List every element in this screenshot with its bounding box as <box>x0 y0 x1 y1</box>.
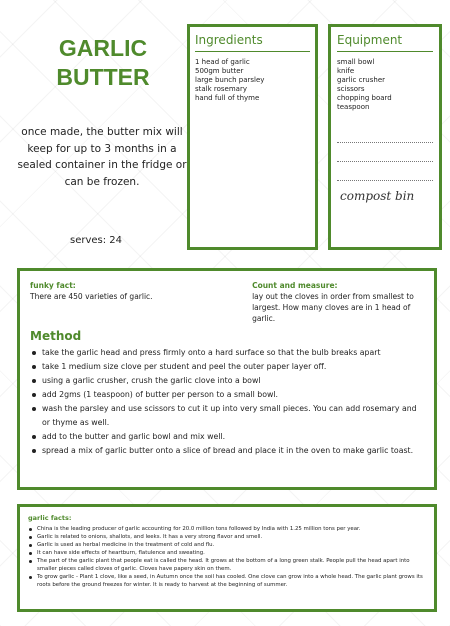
equipment-item: knife <box>337 67 355 75</box>
equipment-item: small bowl <box>337 58 375 66</box>
write-in-line <box>337 162 433 181</box>
method-step: take the garlic head and press firmly onto a hard surface so that the bulb breaks apart <box>30 346 424 360</box>
garlic-fact-item: It can have side effects of heartburn, flatulence and sweating. <box>28 549 426 557</box>
count-and-measure <box>252 281 424 324</box>
garlic-facts-box <box>17 504 437 612</box>
funky-fact-heading: funky fact: <box>30 281 76 290</box>
method-step: using a garlic crusher, crush the garlic clove into a bowl <box>30 374 424 388</box>
garlic-fact-item: To grow garlic - Plant 1 clove, like a seed, in Autumn once the soil has cooled. One clove can grow into a whole head. The garlic plant grows its roots before the ground freezes for winter. It is ready to harvest at the beginning of summer. <box>28 573 426 589</box>
equipment-item: garlic crusher <box>337 76 386 84</box>
method-step: wash the parsley and use scissors to cut it up into very small pieces. You can add rosemary and or thyme as well. <box>30 402 424 430</box>
ingredient-item: large bunch parsley <box>195 76 265 84</box>
facts-row <box>30 281 424 324</box>
garlic-fact-item: China is the leading producer of garlic accounting for 20.0 million tons followed by India with 1.25 million tons per year. <box>28 525 426 533</box>
equipment-list <box>337 58 433 112</box>
funky-fact <box>30 281 252 324</box>
equipment-item: chopping board <box>337 94 392 102</box>
write-in-line <box>337 124 433 143</box>
method-steps-list <box>30 346 424 458</box>
ingredients-list <box>195 58 310 103</box>
ingredient-item: 1 head of garlic <box>195 58 250 66</box>
count-and-measure-heading: Count and measure: <box>252 281 338 290</box>
garlic-fact-item: The part of the garlic plant that people eat is called the head. It grows at the bottom of a long green stalk. People pull the head apart into smaller pieces called cloves of garlic. Cloves have papery skin on them. <box>28 557 426 573</box>
handwritten-note: compost bin <box>340 189 415 203</box>
ingredients-heading: Ingredients <box>195 32 310 52</box>
ingredient-item: 500gm butter <box>195 67 244 75</box>
method-step: take 1 medium size clove per student and peel the outer paper layer off. <box>30 360 424 374</box>
method-step: spread a mix of garlic butter onto a slice of bread and place it in the oven to make garlic toast. <box>30 444 424 458</box>
ingredients-box <box>187 24 318 250</box>
storage-note: once made, the butter mix will keep for up to 3 months in a sealed container in the fridge or can be frozen. <box>17 126 187 188</box>
method-step: add to the butter and garlic bowl and mix well. <box>30 430 424 444</box>
funky-fact-text: There are 450 varieties of garlic. <box>30 292 153 301</box>
recipe-title: GARLIC BUTTER <box>56 35 150 90</box>
ingredient-item: stalk rosemary <box>195 85 247 93</box>
garlic-facts-list <box>28 525 426 589</box>
write-in-lines <box>337 124 433 181</box>
equipment-box <box>328 24 442 250</box>
count-and-measure-text: lay out the cloves in order from smallest to largest. How many cloves are in 1 head of garlic. <box>252 292 414 323</box>
garlic-fact-item: Garlic is used as herbal medicine in the treatment of cold and flu. <box>28 541 426 549</box>
equipment-heading: Equipment <box>337 32 433 52</box>
garlic-fact-item: Garlic is related to onions, shallots, and leeks. It has a very strong flavor and smell. <box>28 533 426 541</box>
equipment-item: teaspoon <box>337 103 370 111</box>
method-box <box>17 268 437 490</box>
equipment-item: scissors <box>337 85 365 93</box>
serves-label: serves: 24 <box>70 235 123 246</box>
method-heading: Method <box>30 329 82 343</box>
ingredient-item: hand full of thyme <box>195 94 260 102</box>
write-in-line <box>337 143 433 162</box>
method-step: add 2gms (1 teaspoon) of butter per person to a small bowl. <box>30 388 424 402</box>
garlic-facts-heading: garlic facts: <box>28 514 72 522</box>
